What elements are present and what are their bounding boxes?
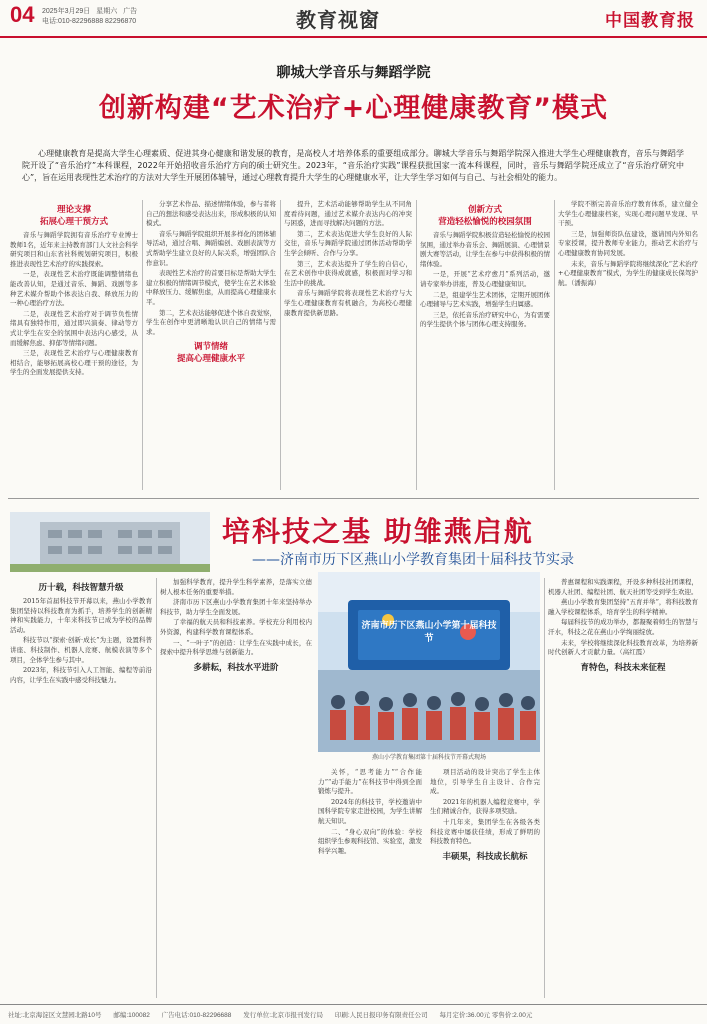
article1-lead: 心理健康教育是提高大学生心理素质、促进其身心健康和谐发展的教育，是高校人才培养体系的重要组成部分。聊城大学音乐与舞蹈学院深入推进大学生心理健康教育，音乐与舞蹈学院开设了“音乐治疗”本科课程，2022年开始招收音乐治疗方向的硕士研究生。2023年，“音乐治疗实践”课程获批国家一流本科课程，同时，音乐与舞蹈学院还成立了“音乐治疗研究中心”，旨在运用表现性艺术治疗的方法对大学生开展团体辅导，通过心理教育提升大学生的心理健康水平，让大学生学习如何与自己、与社会相处的能力。: [22, 149, 684, 182]
issue-date: 2025年3月29日: [42, 8, 91, 15]
paragraph: 一是，开展“艺术疗愈月”系列活动，邀请专家举办讲座，普及心理健康知识。: [420, 270, 550, 288]
article1-subhead-1: 理论支撑 拓展心理干预方式: [39, 205, 108, 227]
article1-column-4: [420, 200, 550, 490]
paragraph: 三是，依托音乐治疗研究中心，为有需要的学生提供个体与团体心理支持服务。: [420, 310, 550, 329]
column-rule: [156, 578, 157, 998]
page-header: [0, 0, 707, 38]
issue-label: 广告: [123, 8, 138, 15]
paragraph: 燕山小学教育集团坚持“五育并举”，将科技教育融入学校课程体系，培育学生的科学精神。: [548, 598, 698, 616]
article1-subtitle: 聊城大学音乐与舞蹈学院: [276, 65, 431, 81]
column-rule: [280, 200, 281, 490]
article2-column-3: [318, 768, 422, 998]
article1-column-2: [146, 200, 276, 490]
footer-print-unit: 印刷:人民日报印务有限责任公司: [334, 1012, 428, 1019]
science-festival-photo: [318, 572, 540, 752]
article1-headline: 创新构建“艺术治疗+心理健康教育”模式: [98, 93, 609, 124]
article2-column-1: [10, 578, 152, 998]
paragraph: 加强科学教育，提升学生科学素养，是落实立德树人根本任务的重要举措。: [160, 578, 312, 596]
article2-headline: 培科技之基 助雏燕启航: [222, 515, 534, 548]
article1-column-5: [558, 200, 698, 490]
paragraph: 济南市历下区燕山小学教育集团十年来坚持举办科技节，助力学生全面发展。: [160, 598, 312, 616]
paragraph: 项目活动的设计突出了学生主体地位，引导学生自主设计、合作完成。: [430, 768, 540, 796]
page-footer: [0, 1004, 707, 1024]
paragraph: 音乐与舞蹈学院拥有音乐治疗专业博士教师1名，近年来主持教育部门人文社会科学研究项目和山东省社科规划研究项目，积极推进表现性艺术治疗的实践探索。: [10, 231, 138, 268]
paragraph: 普惠课程和实践课程，开设多种科技社团课程，机器人社团、编程社团、航天社团等受到学生欢迎。: [548, 578, 698, 596]
article1-column-3: [284, 200, 412, 490]
footer-price: 每月定价:36.00元 零售价:2.00元: [439, 1012, 533, 1019]
paragraph: 2024年的科技节，学校邀请中国科学院专家走进校园，为学生讲解航天知识。: [318, 797, 422, 825]
paragraph: 十几年来，集团学生在各级各类科技竞赛中屡获佳绩，形成了鲜明的科技教育特色。: [430, 817, 540, 846]
header-meta: [42, 7, 141, 27]
photo-caption: 燕山小学教育集团第十届科技节开幕式现场: [371, 754, 486, 761]
paragraph: 了幸福的航天员和科技素养。学校充分利用校内外资源，构建科学教育课程体系。: [160, 618, 312, 636]
newspaper-logo: 中国教育报: [605, 11, 695, 31]
paragraph: 2021年的机器人编程竞赛中，学生们精诚合作，获得多项奖励。: [430, 797, 540, 816]
article1-subhead-3: 创新方式 营造轻松愉悦的校园氛围: [438, 205, 532, 227]
paragraph: 未来，学校将继续深化科技教育改革，为培养新时代创新人才贡献力量。（高红霞）: [548, 638, 698, 657]
paragraph: 科技节以“探索·创新·成长”为主题，设置科普讲座、科技制作、机器人竞赛、航模表演等多个项目，全体学生参与其中。: [10, 636, 152, 664]
paragraph: 音乐与舞蹈学院将表现性艺术治疗与大学生心理健康教育有机融合，为高校心理健康教育提供新思路。: [284, 289, 412, 317]
paragraph: 二、“身心双向”的体验：学校组织学生参观科技馆、实验室，激发科学兴趣。: [318, 827, 422, 855]
paragraph: 音乐与舞蹈学院积极营造轻松愉悦的校园氛围，通过举办音乐会、舞蹈展演、心理情景剧大赛等活动，让学生在参与中获得积极的情绪体验。: [420, 231, 550, 268]
paragraph: 二是，组建学生艺术团体，定期开展团体心理辅导与艺术实践，增强学生归属感。: [420, 290, 550, 309]
paragraph: 音乐与舞蹈学院组织开展多样化的团体辅导活动，通过合唱、舞蹈编创、戏剧表演等方式帮助学生建立良好的人际关系，增强团队合作意识。: [146, 229, 276, 267]
header-phone: 电话:010-82296888 82296870: [42, 18, 137, 25]
article-divider: [8, 498, 699, 499]
school-building-photo: [10, 512, 210, 572]
footer-publisher: 发行单位:北京市报刊发行局: [243, 1012, 324, 1019]
paragraph: 第三，艺术表达提升了学生的自信心，在艺术创作中获得成就感，积极面对学习和生活中的挑战。: [284, 259, 412, 287]
paragraph: 二是，表现性艺术治疗对于调节负性情绪具有独特作用，通过即兴演奏、律动等方式让学生在安全的氛围中表达内心感受，从而缓解焦虑、抑郁等情绪问题。: [10, 309, 138, 347]
paragraph: 学院不断完善音乐治疗教育体系，建立健全大学生心理健康档案，实现心理问题早发现、早干预。: [558, 200, 698, 228]
paragraph: 三是，表现性艺术治疗与心理健康教育相结合，能够拓展高校心理干预的途径，为学生的全面发展提供支持。: [10, 349, 138, 377]
article2-subhead-3: 丰硕果，科技成长航标: [442, 851, 528, 862]
page-number: 04: [10, 2, 35, 27]
article1-subhead-2: 调节情绪 提高心理健康水平: [176, 342, 245, 365]
paragraph: 三是，加强师资队伍建设，邀请国内外知名专家授课，提升教师专业能力，推动艺术治疗与心理健康教育协同发展。: [558, 229, 698, 257]
paragraph: 2015年首届科技节开幕以来，燕山小学教育集团坚持以科技教育为抓手，培养学生的创新精神和实践能力，十年来科技节已成为学校的品牌活动。: [10, 597, 152, 634]
section-title: 教育视窗: [296, 8, 380, 32]
paragraph: 分享艺术作品、描述情绪体验，参与者将自己的想法和感受表达出来，形成积极的认知模式。: [146, 200, 276, 228]
paragraph: 第二，艺术表达促进大学生良好的人际交往，音乐与舞蹈学院通过团体活动帮助学生学会倾听、合作与分享。: [284, 229, 412, 257]
paragraph: 一、“一叶子”的创造：让学生在实践中成长，在探索中提升科学思维与创新能力。: [160, 638, 312, 657]
column-rule: [554, 200, 555, 490]
footer-address: 社址:北京海淀区文慧园北路10号: [8, 1012, 102, 1019]
footer-ad-phone: 广告电话:010-82296688: [161, 1012, 232, 1019]
paragraph: 一是，表现性艺术治疗既能调整情绪也能改善认知，是通过音乐、舞蹈、戏剧等多种艺术媒介帮助个体表达自我、释放压力的一种心理治疗方法。: [10, 270, 138, 308]
paragraph: 2023年，科技节引入人工智能、编程等前沿内容，让学生在实践中感受科技魅力。: [10, 666, 152, 684]
article2-subhead-2: 多耕耘，科技水平进阶: [193, 662, 279, 673]
article2-column-4: [430, 768, 540, 998]
article2-subhead-1: 历十载，科技智慧升级: [38, 583, 124, 593]
footer-postcode: 邮编:100082: [113, 1012, 150, 1019]
column-rule: [416, 200, 417, 490]
photo-banner-text: 济南市历下区燕山小学第十届科技节: [361, 621, 497, 644]
paragraph: 第二，艺术表达能够促进个体自我觉察，学生在创作中更清晰地认识自己的情绪与需求。: [146, 308, 276, 336]
paragraph: 每届科技节的成功举办，都凝聚着师生的智慧与汗水，科技之花在燕山小学绚丽绽放。: [548, 618, 698, 636]
paragraph: 表现性艺术治疗的首要目标是帮助大学生建立积极的情绪调节模式，使学生在艺术体验中释放压力、缓解焦虑，从而提高心理健康水平。: [146, 269, 276, 306]
weekday: 星期六: [96, 8, 118, 15]
article2-subtitle: ——济南市历下区燕山小学教育集团十届科技节实录: [252, 552, 574, 568]
paragraph: 提升，艺术活动能够帮助学生从不同角度看待问题，通过艺术媒介表达内心的冲突与困惑，进而寻找解决问题的方法。: [284, 200, 412, 228]
paragraph: 关怀，“思考能力”“合作能力”“动手能力”在科技节中得到全面锻炼与提升。: [318, 768, 422, 796]
column-rule: [544, 578, 545, 998]
column-rule: [142, 200, 143, 490]
paragraph: 未来，音乐与舞蹈学院将继续深化“艺术治疗+心理健康教育”模式，为学生的健康成长保驾护航。（潘振海）: [558, 259, 698, 287]
article2-subhead-4: 育特色，科技未来征程: [580, 662, 666, 673]
article1-column-1: [10, 200, 138, 490]
article2-column-5: [548, 578, 698, 998]
article2-column-2: [160, 578, 312, 998]
